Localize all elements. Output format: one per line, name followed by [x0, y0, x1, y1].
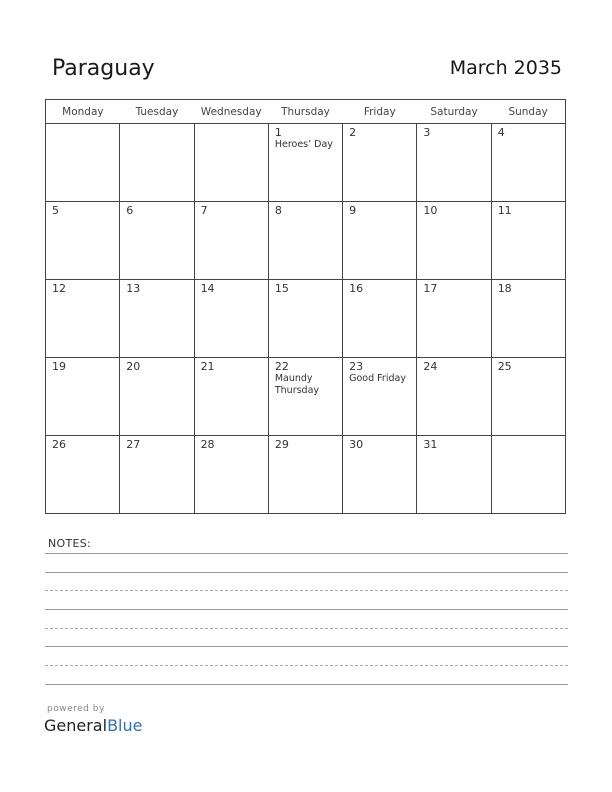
day-number: 31 [423, 438, 438, 451]
notes-rule-line [45, 609, 568, 610]
day-number: 12 [52, 282, 66, 295]
weekday-header: Friday [343, 100, 417, 124]
weekday-header: Tuesday [120, 100, 194, 124]
day-number [46, 124, 119, 126]
calendar-day-cell [46, 436, 120, 514]
calendar-month-title: March 2035 [449, 57, 562, 79]
day-number: 4 [497, 126, 505, 139]
calendar-day-cell [194, 202, 268, 280]
calendar-day-cell [268, 358, 342, 436]
calendar-day-cell [417, 124, 491, 202]
day-number: 5 [52, 204, 59, 217]
day-number: 30 [349, 438, 364, 451]
logo-general-text: General [44, 716, 108, 735]
calendar-day-cell [194, 436, 268, 514]
day-number: 28 [200, 438, 215, 451]
weekday-header: Thursday [268, 100, 342, 124]
calendar-day-cell [268, 436, 342, 514]
day-number: 6 [126, 204, 134, 217]
day-number: 18 [497, 282, 512, 295]
day-number: 17 [423, 282, 438, 295]
day-number: 24 [423, 360, 438, 373]
calendar-week-row [46, 436, 566, 514]
day-number: 26 [52, 438, 66, 451]
calendar-day-cell [343, 436, 417, 514]
calendar-day-cell [417, 358, 491, 436]
weekday-header-row [46, 100, 566, 124]
day-number: 1 [274, 126, 282, 139]
day-number: 9 [349, 204, 357, 217]
calendar-day-cell [120, 358, 194, 436]
calendar-day-cell [343, 280, 417, 358]
calendar-day-cell [268, 280, 342, 358]
notes-rule-line [45, 646, 568, 647]
calendar-day-cell [417, 436, 491, 514]
calendar-week-row [46, 280, 566, 358]
holiday-label: Maundy Thursday [274, 373, 320, 396]
day-number: 25 [497, 360, 512, 373]
calendar-day-cell [417, 202, 491, 280]
calendar-week-row [46, 124, 566, 202]
calendar-day-cell [417, 280, 491, 358]
notes-rule-line [45, 628, 568, 629]
weekday-header: Sunday [491, 100, 565, 124]
calendar-grid [45, 99, 566, 514]
day-number [120, 124, 193, 126]
calendar-country-title: Paraguay [52, 56, 155, 81]
calendar-day-cell [194, 280, 268, 358]
calendar-day-cell [120, 280, 194, 358]
calendar-day-cell [46, 124, 120, 202]
day-number: 23 [349, 360, 364, 373]
calendar-day-cell [343, 124, 417, 202]
calendar-day-cell [194, 358, 268, 436]
day-number: 11 [497, 204, 512, 217]
calendar-day-cell [268, 202, 342, 280]
calendar-week-row [46, 358, 566, 436]
day-number: 7 [200, 204, 208, 217]
calendar-day-cell [491, 202, 565, 280]
calendar-day-cell [120, 124, 194, 202]
logo-blue-text: Blue [107, 716, 143, 735]
holiday-label: Heroes’ Day [274, 139, 333, 150]
generalblue-logo [44, 716, 142, 735]
calendar-day-cell [343, 202, 417, 280]
notes-label: NOTES: [48, 537, 92, 550]
calendar-day-cell [491, 280, 565, 358]
day-number: 19 [52, 360, 66, 373]
day-number: 29 [274, 438, 289, 451]
day-number: 16 [349, 282, 364, 295]
day-number: 21 [200, 360, 215, 373]
calendar-week-row [46, 202, 566, 280]
calendar-day-cell [120, 202, 194, 280]
calendar-day-cell [491, 358, 565, 436]
calendar-day-cell [194, 124, 268, 202]
notes-rule-line [45, 684, 568, 685]
weekday-header: Wednesday [194, 100, 268, 124]
calendar-day-cell [491, 436, 565, 514]
day-number: 22 [274, 360, 289, 373]
notes-rule-line [45, 572, 568, 573]
day-number: 8 [274, 204, 282, 217]
calendar-day-cell [46, 202, 120, 280]
day-number: 27 [126, 438, 141, 451]
notes-rule-line [45, 665, 568, 666]
day-number: 15 [274, 282, 289, 295]
powered-by-text: powered by [47, 704, 105, 714]
weekday-header: Saturday [417, 100, 491, 124]
calendar-day-cell [491, 124, 565, 202]
weekday-header: Monday [46, 100, 120, 124]
calendar-body [46, 124, 566, 514]
day-number: 14 [200, 282, 215, 295]
day-number [492, 436, 565, 438]
calendar-day-cell [46, 358, 120, 436]
day-number: 20 [126, 360, 141, 373]
holiday-label: Good Friday [349, 373, 406, 384]
day-number [195, 124, 268, 126]
day-number: 13 [126, 282, 141, 295]
day-number: 3 [423, 126, 431, 139]
day-number: 2 [349, 126, 357, 139]
calendar-day-cell [120, 436, 194, 514]
calendar-day-cell [46, 280, 120, 358]
notes-rule-line [45, 590, 568, 591]
day-number: 10 [423, 204, 438, 217]
notes-rule-line [45, 553, 568, 554]
calendar-day-cell [343, 358, 417, 436]
calendar-day-cell [268, 124, 342, 202]
